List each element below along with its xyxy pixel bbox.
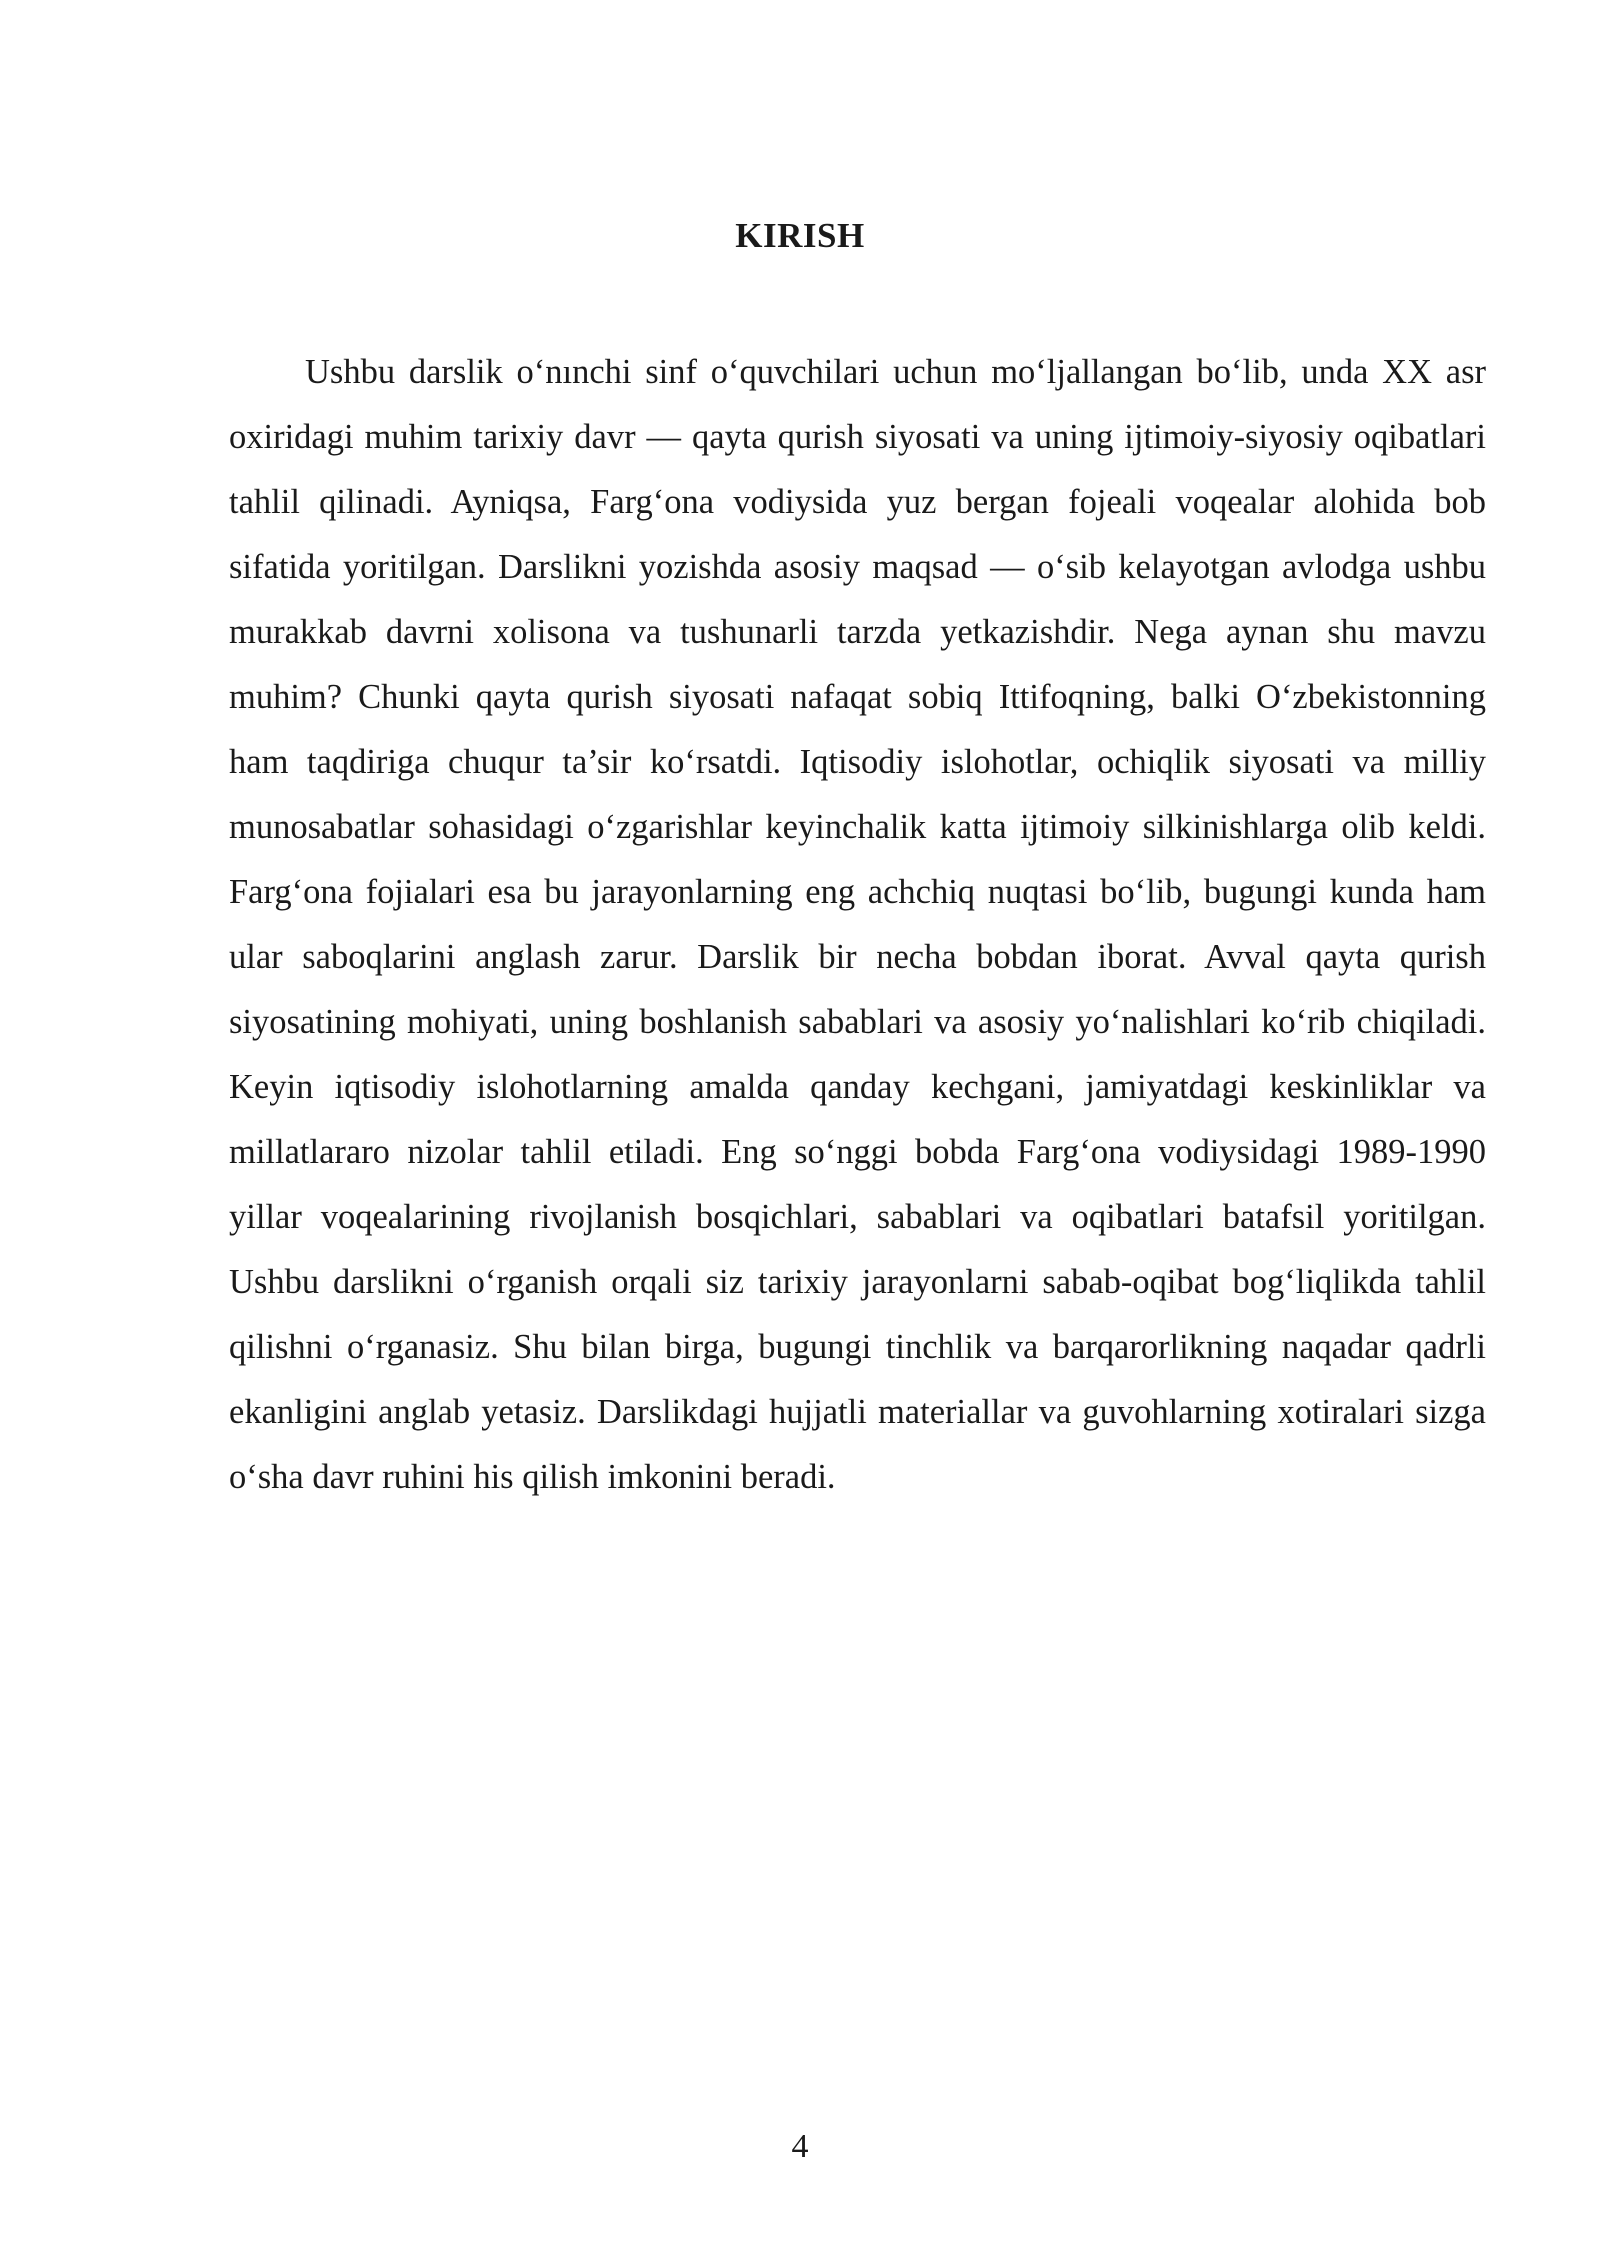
page-number: 4 (791, 2128, 809, 2165)
section-heading: KIRISH (735, 216, 865, 255)
introduction-paragraph: Ushbu darslik o‘nınchi sinf o‘quvchilari uchun mo‘ljallangan bo‘lib, unda XX asr oxiridagi muhim tarixiy davr — qayta qurish siyosati va uning ijtimoiy-siyosiy oqibatlari tahlil qilinadi. Ayniqsa, Farg‘ona vodiysida yuz bergan fojeali voqealar alohida bob sifatida yoritilgan. Darslikni yozishda asosiy maqsad — o‘sib kelayotgan avlodga ushbu murakkab davrni xolisona va tushunarli tarzda yetkazishdir. Nega aynan shu mavzu muhim? Chunki qayta qurish siyosati nafaqat sobiq Ittifoqning, balki O‘zbekistonning ham taqdiriga chuqur ta’sir ko‘rsatdi. Iqtisodiy islohotlar, ochiqlik siyosati va milliy munosabatlar sohasidagi o‘zgarishlar keyinchalik katta ijtimoiy silkinishlarga olib keldi. Farg‘ona fojialari esa bu jarayonlarning eng achchiq nuqtasi bo‘lib, bugungi kunda ham ular saboqlarini anglash zarur. Darslik bir necha bobdan iborat. Avval qayta qurish siyosatining mohiyati, uning boshlanish sabablari va asosiy yo‘nalishlari ko‘rib chiqiladi. Keyin iqtisodiy islohotlarning amalda qanday kechgani, jamiyatdagi keskinliklar va millatlararo nizolar tahlil etiladi. Eng so‘nggi bobda Farg‘ona vodiysidagi 1989-1990 yillar voqealarining rivojlanish bosqichlari, sabablari va oqibatlari batafsil yoritilgan. Ushbu darslikni o‘rganish orqali siz tarixiy jarayonlarni sabab-oqibat bog‘liqlikda tahlil qilishni o‘rganasiz. Shu bilan birga, bugungi tinchlik va barqarorlikning naqadar qadrli ekanligini anglab yetasiz. Darslikdagi hujjatli materiallar va guvohlarning xotiralari sizga o‘sha davr ruhini his qilish imkonini beradi. (229, 353, 1486, 1496)
